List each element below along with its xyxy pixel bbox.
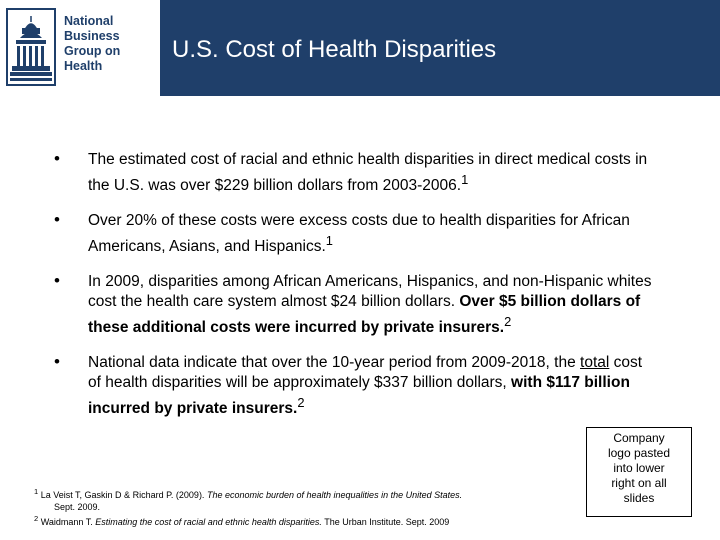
footnote-ref: 1 xyxy=(325,233,333,249)
footnote-text: The Urban Institute. Sept. 2009 xyxy=(324,517,450,527)
footnote-text: Waidmann T. xyxy=(40,517,93,527)
bullet-text: Over 20% of these costs were excess costs due to health disparities for African Americans, Asians, and Hispanics. xyxy=(88,212,630,256)
callout-line: slides xyxy=(623,491,655,505)
footnote-ref: 2 xyxy=(504,314,512,330)
footnote-text: La Veist T, Gaskin D & Richard P. (2009). xyxy=(40,490,205,500)
header-bar xyxy=(0,0,720,96)
logo-line: National xyxy=(64,14,114,28)
bullet-list xyxy=(52,150,652,435)
footnote-title: Estimating the cost of racial and ethnic health disparities. xyxy=(95,517,322,527)
bullet-text: In 2009, disparities among African Americans, Hispanics, and non-Hispanic whites cost the health care system almost $24 billion dollars. xyxy=(88,273,652,311)
logo-text xyxy=(64,14,120,74)
footnote-ref: 1 xyxy=(461,172,469,187)
bullet-text: cost of health disparities will be approximately $337 billion dollars, xyxy=(88,354,643,392)
logo xyxy=(0,0,160,96)
company-logo-placeholder xyxy=(586,427,692,517)
footnote-title: The economic burden of health inequalities in the United States. xyxy=(206,490,463,500)
footnote-number: 1 xyxy=(34,487,39,496)
callout-line: logo pasted xyxy=(607,446,671,460)
slide-title: U.S. Cost of Health Disparities xyxy=(172,36,497,63)
bullet-item xyxy=(52,272,652,338)
bullet-item xyxy=(52,353,652,419)
callout-line: into lower xyxy=(613,461,665,475)
logo-line: Health xyxy=(64,59,103,73)
footnote xyxy=(34,486,574,513)
logo-line: Business xyxy=(64,29,120,43)
callout-line: right on all xyxy=(611,476,667,490)
bullet-dot-icon: • xyxy=(54,149,60,168)
bullet-item xyxy=(52,211,652,257)
footnote xyxy=(34,513,574,528)
footnote-text: Sept. 2009. xyxy=(54,502,101,512)
capitol-building-icon xyxy=(6,8,56,86)
bullet-item xyxy=(52,150,652,196)
footnote-ref: 2 xyxy=(297,395,305,411)
bullet-text: National data indicate that over the 10-year period from 2009-2018, the xyxy=(88,354,576,372)
bullet-bold-text: with $117 billion incurred by private insurers. xyxy=(88,374,630,418)
callout-line: Company xyxy=(613,431,665,445)
bullet-dot-icon: • xyxy=(54,210,60,230)
bullet-dot-icon: • xyxy=(54,352,60,372)
footnotes xyxy=(34,486,574,528)
bullet-underlined-text: total xyxy=(580,354,610,372)
bullet-dot-icon: • xyxy=(54,271,60,291)
logo-line: Group on xyxy=(64,44,121,58)
bullet-bold-text: Over $5 billion dollars of these additional costs were incurred by private insurers. xyxy=(88,293,641,337)
footnote-number: 2 xyxy=(34,514,39,523)
bullet-text: The estimated cost of racial and ethnic health disparities in direct medical costs in the U.S. was over $229 billion dollars from 2003-2006. xyxy=(88,151,648,195)
